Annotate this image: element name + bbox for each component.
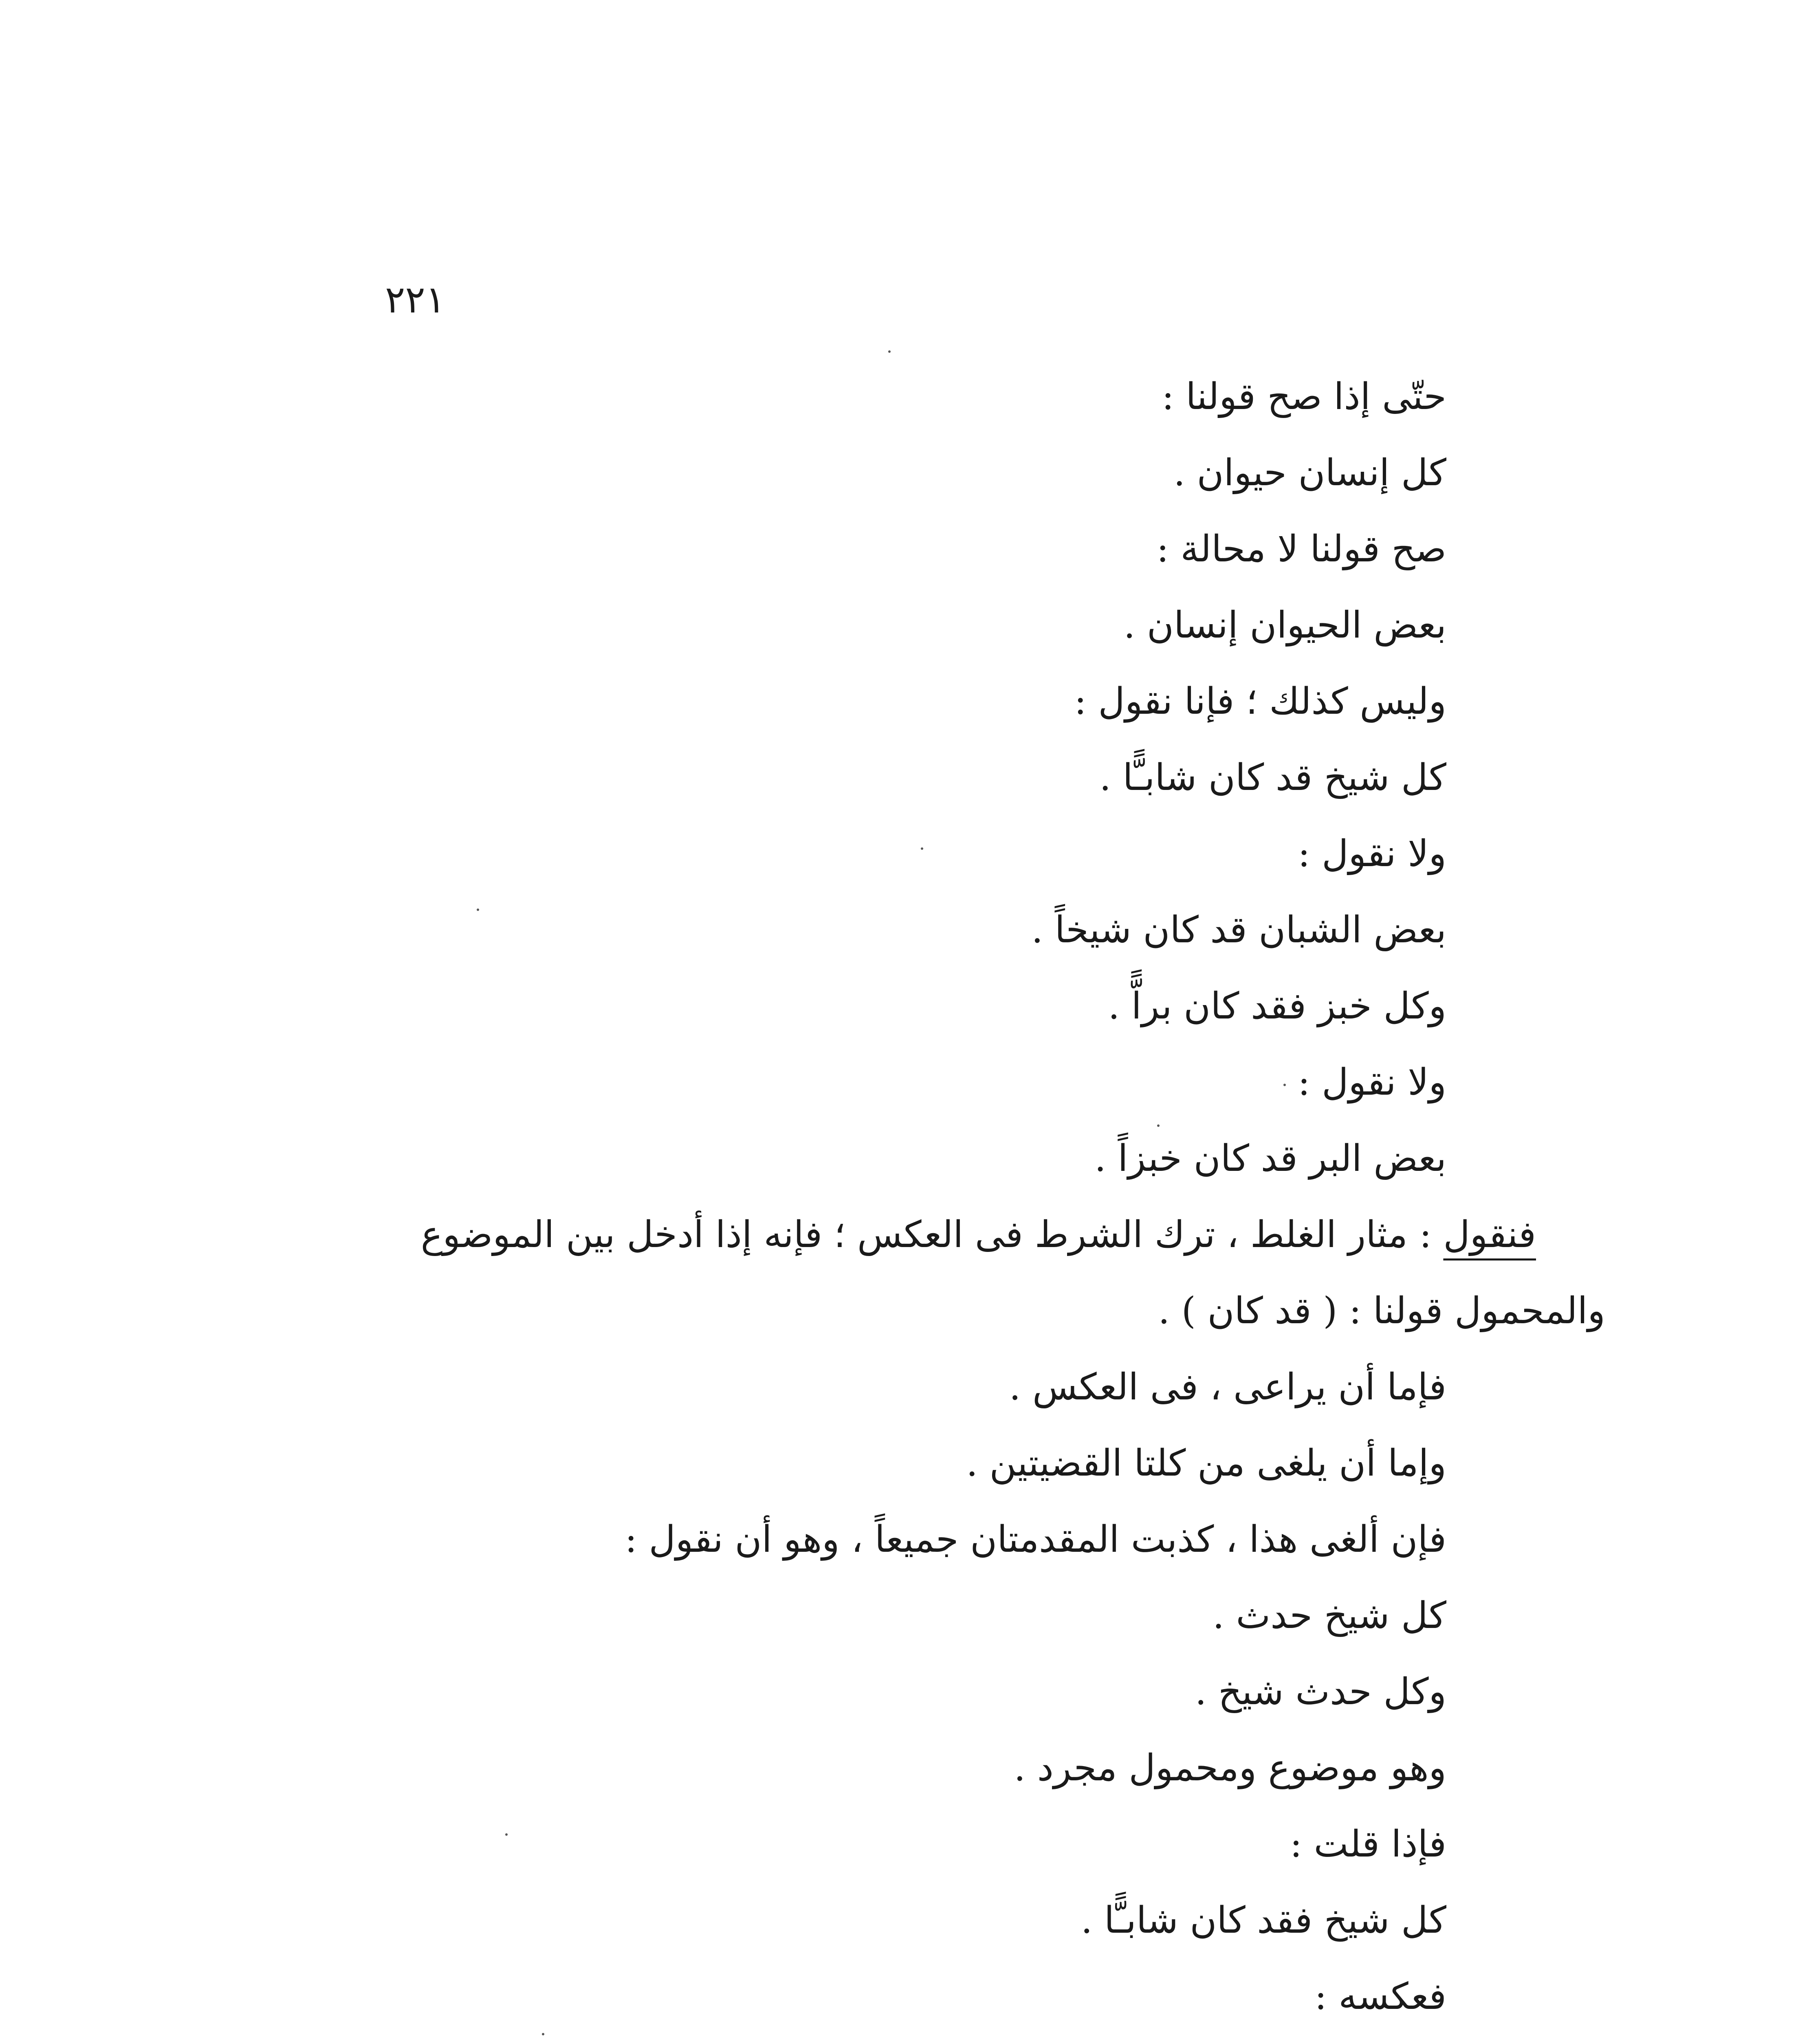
text-line [395,1197,1536,1273]
text-line: وهو موضوع ومحمول مجرد . [1014,1747,1446,1789]
text-line: ولا نقول : [1298,1061,1446,1104]
scan-speck [1283,1084,1286,1086]
text-line: حتّى إذا صح قولنا : [1162,375,1446,418]
text-line: فعكسه : [1314,1975,1446,2018]
scan-speck [505,1833,508,1836]
text-line: بعض الحيوان إنسان . [1123,604,1446,647]
page-number: ٢٢١ [385,278,446,321]
text-line: صح قولنا لا محالة : [1156,528,1446,570]
text-line: كل شيخ حدث . [1213,1594,1446,1637]
text-line: فإذا قلت : [1290,1823,1446,1865]
text-line: وليس كذلك ؛ فإنا نقول : [1074,680,1446,723]
text-line: وكل خبز فقد كان براًّ . [1108,985,1446,1027]
text-line: بعض البر قد كان خبزاً . [1094,1137,1446,1180]
text-line: فإن ألغى هذا ، كذبت المقدمتان جميعاً ، وهو أن نقول : [625,1518,1446,1561]
text-line: كل إنسان حيوان . [1173,451,1446,494]
scan-speck [1157,1124,1160,1127]
scan-speck [542,2033,544,2035]
text-line: ولا نقول : [1298,832,1446,875]
text-line: كل شيخ فقد كان شابـًّا . [1081,1899,1446,1942]
text-line: بعض الشبان قد كان شيخاً . [1031,909,1446,951]
text-line: فإما أن يراعى ، فى العكس . [1009,1366,1446,1408]
text-line: وإما أن يلغى من كلتا القضيتين . [966,1442,1446,1485]
body-text [395,359,1605,2037]
underlined-word: فنقول [1443,1213,1536,1256]
scan-speck [477,909,479,911]
scan-speck [921,847,923,850]
text-line: والمحمول قولنا : ( قد كان ) . [1158,1289,1605,1332]
text-line-rest: : مثار الغلط ، ترك الشرط فى العكس ؛ فإنه إذا أدخل بين الموضوع [420,1213,1444,1256]
text-line [395,2035,1536,2037]
scan-speck [888,350,891,353]
text-line: وكل حدث شيخ . [1195,1670,1446,1713]
text-line: كل شيخ قد كان شابـًّا . [1099,756,1446,799]
